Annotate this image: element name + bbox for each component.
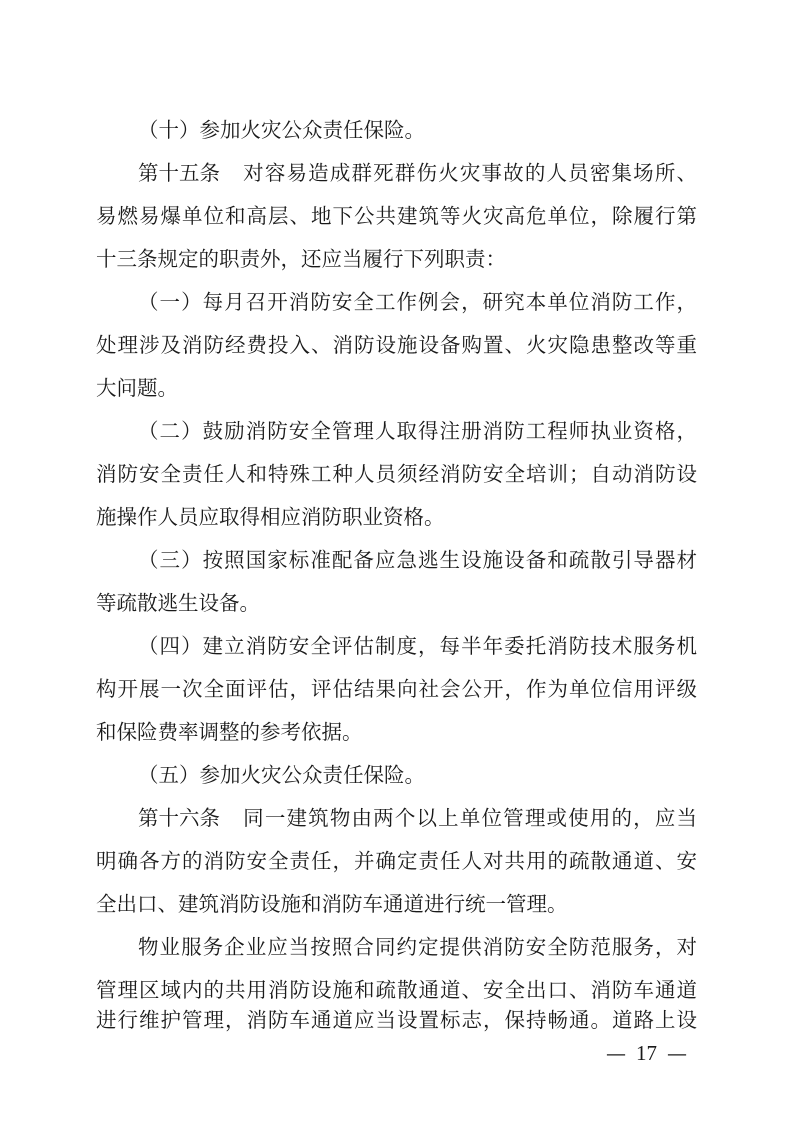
footer-dash-right: — <box>667 1041 687 1065</box>
footer-dash-left: — <box>606 1041 626 1065</box>
paragraph-line: 大问题。 <box>96 376 178 400</box>
paragraph-line: 构开展一次全面评估，评估结果向社会公开，作为单位信用评级 <box>96 677 697 701</box>
paragraph-line: 十三条规定的职责外，还应当履行下列职责： <box>96 247 506 271</box>
article-text: 对容易造成群死群伤火灾事故的人员密集场所、 <box>242 161 697 185</box>
paragraph-line: （四）建立消防安全评估制度，每半年委托消防技术服务机 <box>138 634 697 658</box>
article-16-line <box>138 805 697 831</box>
paragraph-line: 全出口、建筑消防设施和消防车通道进行统一管理。 <box>96 892 568 916</box>
paragraph-line: 物业服务企业应当按照合同约定提供消防安全防范服务，对 <box>138 935 697 959</box>
paragraph-line: （三）按照国家标准配备应急逃生设施设备和疏散引导器材 <box>138 548 697 572</box>
paragraph-line: 进行维护管理，消防车通道应当设置标志，保持畅通。道路上设 <box>96 1008 697 1032</box>
paragraph-line: （五）参加火灾公众责任保险。 <box>138 763 425 787</box>
paragraph-line: （二）鼓励消防安全管理人取得注册消防工程师执业资格， <box>138 419 697 443</box>
paragraph-line: 和保险费率调整的参考依据。 <box>96 720 363 744</box>
article-15-line <box>138 160 697 186</box>
article-number: 第十五条 <box>138 161 220 185</box>
article-number: 第十六条 <box>138 806 220 830</box>
paragraph-line: 消防安全责任人和特殊工种人员须经消防安全培训；自动消防设 <box>96 462 697 486</box>
page-number: 17 <box>636 1041 657 1065</box>
paragraph-line: 处理涉及消防经费投入、消防设施设备购置、火灾隐患整改等重 <box>96 333 697 357</box>
paragraph-line: 易燃易爆单位和高层、地下公共建筑等火灾高危单位，除履行第 <box>96 204 697 228</box>
paragraph-line: 管理区域内的共用消防设施和疏散通道、安全出口、消防车通道 <box>96 978 697 1002</box>
paragraph-line: 明确各方的消防安全责任，并确定责任人对共用的疏散通道、安 <box>96 849 697 873</box>
article-text: 同一建筑物由两个以上单位管理或使用的，应当 <box>242 806 697 830</box>
paragraph-line: （一）每月召开消防安全工作例会，研究本单位消防工作， <box>138 290 697 314</box>
paragraph-line: 施操作人员应取得相应消防职业资格。 <box>96 505 445 529</box>
paragraph-line: 等疏散逃生设备。 <box>96 591 260 615</box>
page-footer <box>596 1040 697 1066</box>
paragraph-line: （十）参加火灾公众责任保险。 <box>138 118 425 142</box>
